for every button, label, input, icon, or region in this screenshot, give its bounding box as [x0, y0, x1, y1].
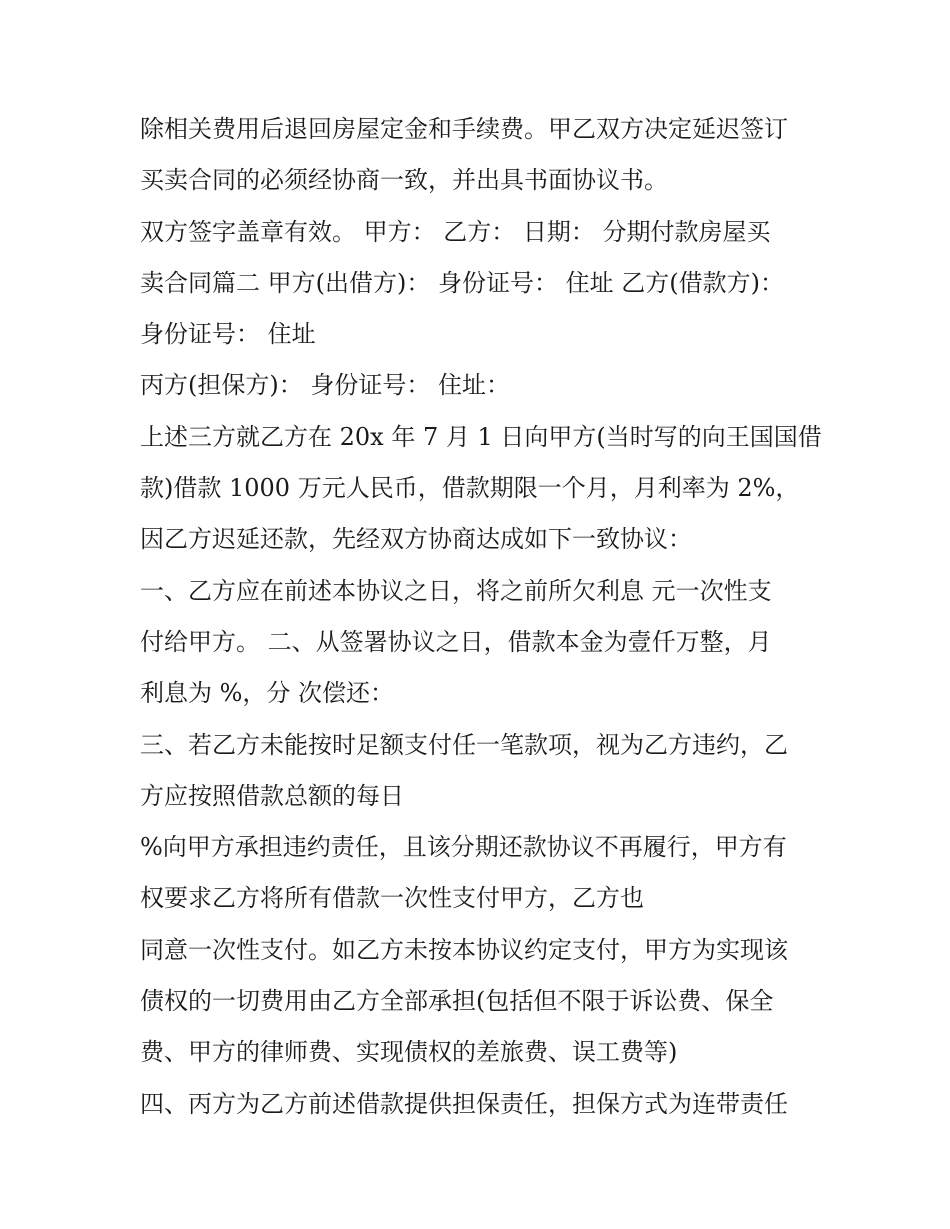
- text-line: 卖合同篇二 甲方(出借方)： 身份证号： 住址 乙方(借款方)：: [140, 268, 784, 297]
- text-line: 债权的一切费用由乙方全部承担(包括但不限于诉讼费、保全: [140, 987, 774, 1016]
- text-line: 上述三方就乙方在 20x 年 7 月 1 日向甲方(当时写的向王国国借: [140, 422, 822, 451]
- text-line: 四、丙方为乙方前述借款提供担保责任，担保方式为连带责任: [140, 1089, 788, 1118]
- text-line: %向甲方承担违约责任，且该分期还款协议不再履行，甲方有: [140, 833, 787, 862]
- text-line: 权要求乙方将所有借款一次性支付甲方，乙方也: [140, 884, 644, 913]
- text-line: 利息为 %，分 次偿还：: [140, 679, 395, 708]
- text-line: 同意一次性支付。如乙方未按本协议约定支付，甲方为实现该: [140, 935, 788, 964]
- text-line: 费、甲方的律师费、实现债权的差旅费、误工费等): [140, 1038, 678, 1067]
- text-line: 方应按照借款总额的每日: [140, 781, 404, 810]
- text-line: 身份证号： 住址: [140, 320, 316, 349]
- text-line: 一、乙方应在前述本协议之日，将之前所欠利息 元一次性支: [140, 576, 772, 605]
- contract-text: [140, 104, 820, 1130]
- text-line: 除相关费用后退回房屋定金和手续费。甲乙双方决定延迟签订: [140, 115, 788, 143]
- text-line: 双方签字盖章有效。 甲方： 乙方： 日期： 分期付款房屋买: [140, 217, 771, 246]
- text-line: 因乙方迟延还款，先经双方协商达成如下一致协议：: [140, 525, 692, 554]
- text-line: 付给甲方。 二、从签署协议之日，借款本金为壹仟万整，月: [140, 627, 772, 656]
- text-line: 款)借款 1000 万元人民币，借款期限一个月，月利率为 2%，: [140, 474, 800, 503]
- text-line: 丙方(担保方)： 身份证号： 住址：: [140, 371, 510, 400]
- text-line: 买卖合同的必须经协商一致，并出具书面协议书。: [140, 166, 668, 195]
- text-line: 三、若乙方未能按时足额支付任一笔款项，视为乙方违约，乙: [140, 730, 788, 759]
